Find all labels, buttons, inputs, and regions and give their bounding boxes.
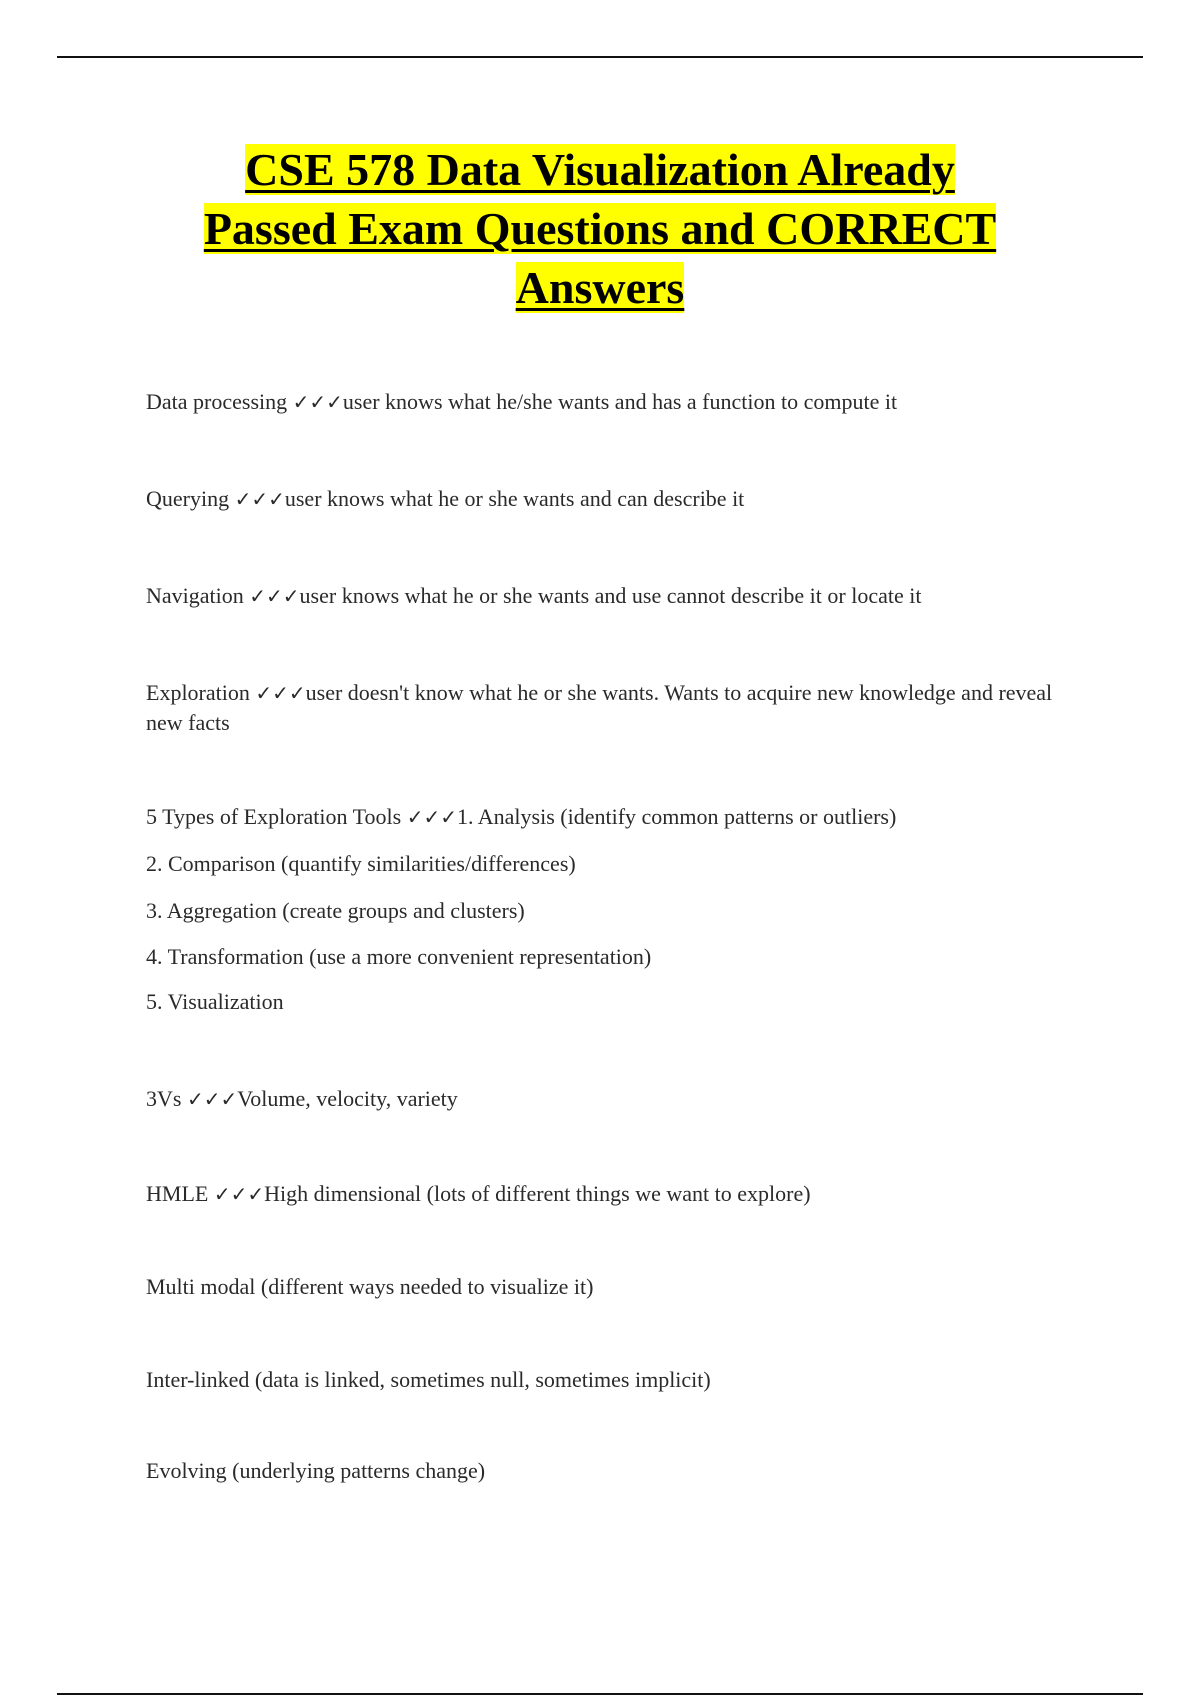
- entry-answer: user knows what he/she wants and has a function to compute it: [342, 389, 898, 414]
- checkmark-icon: ✓✓✓: [213, 1182, 265, 1206]
- entry-3vs: [146, 1084, 1066, 1114]
- title-line-2: Passed Exam Questions and CORRECT: [203, 203, 997, 254]
- checkmark-icon: ✓✓✓: [255, 681, 306, 705]
- entry-answer: High dimensional (lots of different things we want to explore): [264, 1181, 811, 1206]
- entry-term: 3Vs: [146, 1086, 187, 1111]
- bottom-rule: [57, 1693, 1143, 1695]
- entry-term: Data processing: [146, 389, 293, 414]
- list-item: 3. Aggregation (create groups and clusters): [146, 898, 525, 923]
- list-item: 5. Visualization: [146, 989, 284, 1014]
- entry-multi-modal: Multi modal (different ways needed to visualize it): [146, 1274, 594, 1299]
- title-line-1: CSE 578 Data Visualization Already: [245, 144, 955, 195]
- entry-exploration-tools: [146, 802, 1066, 832]
- entry-answer: Volume, velocity, variety: [237, 1086, 458, 1111]
- entry-answer: 1. Analysis (identify common patterns or outliers): [456, 804, 897, 829]
- entry-querying: [146, 484, 1066, 514]
- title-line-3: Answers: [515, 262, 685, 313]
- top-rule: [57, 56, 1143, 58]
- checkmark-icon: ✓✓✓: [249, 584, 300, 608]
- entry-term: HMLE: [146, 1181, 214, 1206]
- entry-term: Exploration: [146, 680, 256, 705]
- entry-inter-linked: Inter-linked (data is linked, sometimes null, sometimes implicit): [146, 1367, 711, 1392]
- entry-term: 5 Types of Exploration Tools: [146, 804, 407, 829]
- checkmark-icon: ✓✓✓: [186, 1087, 238, 1111]
- entry-evolving: Evolving (underlying patterns change): [146, 1458, 486, 1483]
- entry-data-processing: [146, 387, 1066, 417]
- entry-answer: user knows what he or she wants and can describe it: [284, 486, 745, 511]
- entry-hmle: [146, 1179, 1066, 1209]
- entry-exploration: [146, 678, 1066, 738]
- checkmark-icon: ✓✓✓: [292, 390, 343, 414]
- list-item: 4. Transformation (use a more convenient representation): [146, 944, 652, 969]
- entry-answer: user knows what he or she wants and use cannot describe it or locate it: [299, 583, 922, 608]
- entry-term: Querying: [146, 486, 235, 511]
- document-title: [90, 140, 1110, 317]
- checkmark-icon: ✓✓✓: [406, 805, 457, 829]
- list-item: 2. Comparison (quantify similarities/differences): [146, 851, 576, 876]
- entry-term: Navigation: [146, 583, 250, 608]
- entry-answer: user doesn't know what he or she wants. Wants to acquire new knowledge and reveal new facts: [146, 680, 1053, 735]
- checkmark-icon: ✓✓✓: [234, 487, 285, 511]
- entry-navigation: [146, 581, 1066, 611]
